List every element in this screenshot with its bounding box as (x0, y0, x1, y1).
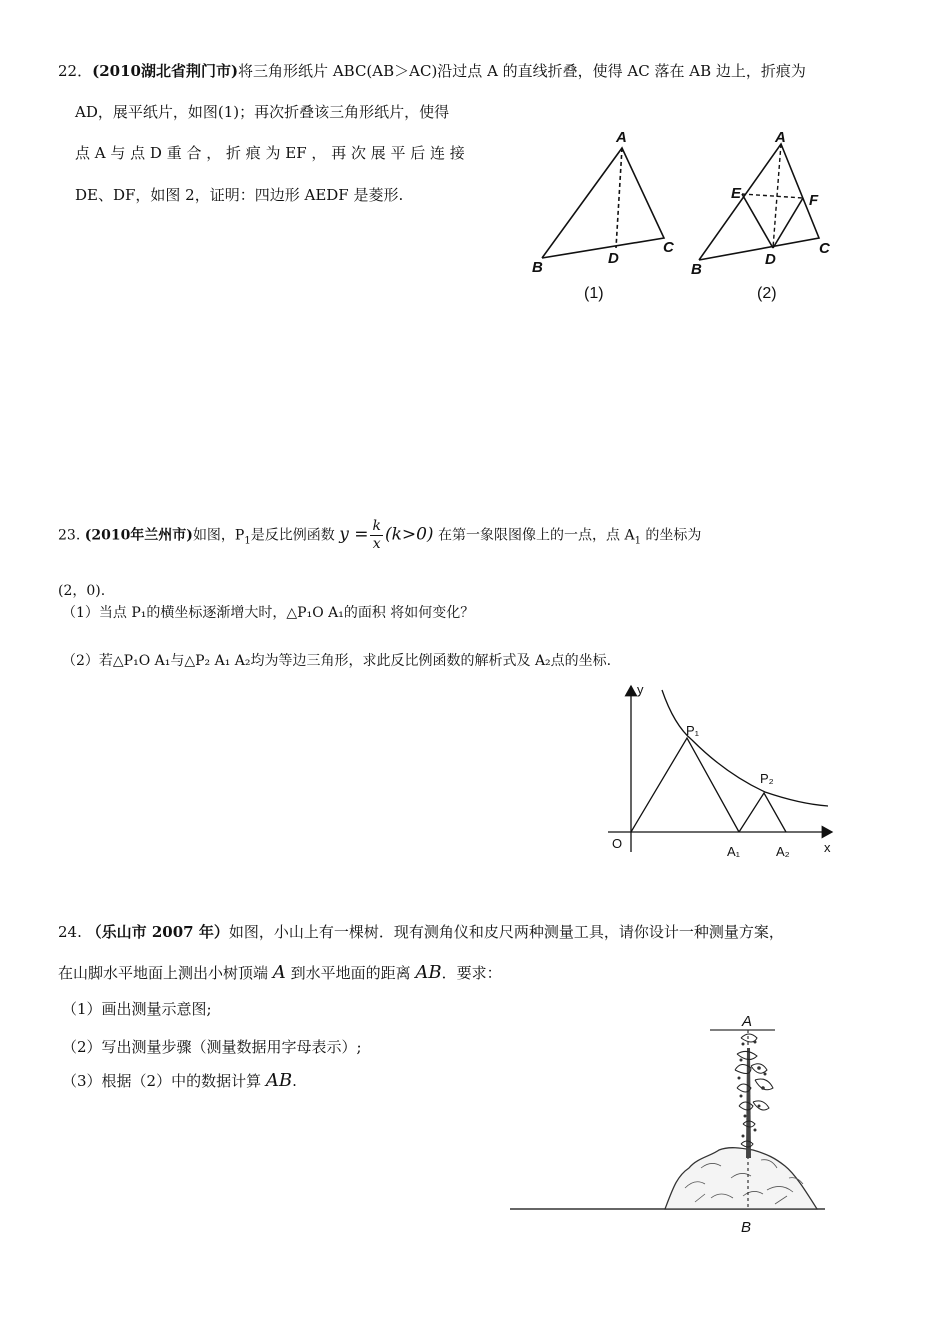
q22-line3: 点 A 与 点 D 重 合 ， 折 痕 为 EF ， 再 次 展 平 后 连 接 (75, 144, 465, 162)
q24-req3a: （3）根据（2）中的数据计算 (62, 1072, 262, 1090)
q23-intro-b: 是反比例函数 (250, 527, 335, 544)
fold-line-ef (742, 194, 803, 198)
q24-point-a: A (272, 962, 286, 983)
q22-figure-2 (685, 120, 845, 310)
q23-source: (2010年兰州市) (84, 527, 193, 544)
q23-coord: (2，0). (58, 583, 106, 599)
label-p1: P₁ (686, 723, 700, 738)
fig1-caption: (1) (584, 285, 604, 302)
label-a2: A₂ (776, 844, 790, 859)
q23-intro-sub: 1 (244, 535, 251, 547)
fig2-label-a: A (775, 129, 786, 146)
segment-de (742, 194, 773, 248)
q24-text2b: 到水平地面的距离 (290, 964, 411, 982)
fig2-label-d: D (765, 251, 776, 268)
q24-mountain-tree-figure (505, 1008, 835, 1238)
label-x-axis: x (824, 840, 831, 855)
q24-text1: 如图，小山上有一棵树．现有测角仪和皮尺两种测量工具，请你设计一种测量方案， (228, 923, 784, 941)
fold-line-ad (616, 148, 622, 248)
q23-part1: （1）当点 P₁的横坐标逐渐增大时，△P₁O A₁的面积 将如何变化？ (62, 605, 475, 621)
label-a1: A₁ (727, 844, 741, 859)
q22-figure-1 (520, 120, 690, 310)
q22-line2: AD，展平纸片，如图(1)；再次折叠该三角形纸片，使得 (75, 103, 450, 121)
triangle-p1-o-a1 (631, 738, 739, 832)
fig1-label-a: A (616, 129, 627, 146)
q24-source: （乐山市 2007 年） (86, 923, 229, 941)
q23-intro-d: 的坐标为 (640, 527, 702, 544)
label-point-b: B (741, 1219, 752, 1236)
q24-req3 (62, 1070, 297, 1091)
q24-req1: （1）画出测量示意图; (62, 1000, 212, 1018)
q24-line1 (58, 921, 784, 942)
hyperbola-curve (662, 690, 828, 806)
formula-fraction (370, 518, 382, 553)
formula-denominator: x (372, 536, 381, 552)
q22-line4: DE、DF，如图 2，证明：四边形 AEDF 是菱形. (75, 186, 404, 204)
q24-req3b: . (292, 1072, 297, 1090)
segment-df (773, 198, 803, 248)
q24-req3-segment: AB (265, 1070, 293, 1091)
q23-intro-sub2: 1 (634, 535, 641, 547)
fig2-label-b: B (691, 261, 702, 278)
q22-text1: 将三角形纸片 ABC(AB＞AC)沿过点 A 的直线折叠，使得 AC 落在 AB 边上，折痕为 (238, 62, 806, 80)
q22-source: (2010湖北省荆门市) (92, 62, 239, 80)
fig1-label-b: B (532, 259, 543, 276)
fig1-label-c: C (663, 239, 674, 256)
label-origin: O (612, 836, 623, 851)
formula-numerator: k (372, 518, 381, 534)
formula-y: y = (339, 524, 369, 545)
q23-line1 (58, 518, 701, 553)
tree-leaves-dots (738, 1041, 767, 1138)
fig2-caption: (2) (757, 285, 777, 302)
fig1-label-d: D (608, 250, 619, 267)
q22-line1 (58, 60, 806, 81)
q23-intro-a: 如图，P (192, 527, 245, 544)
q23-graph (600, 680, 845, 870)
q24-text2a: 在山脚水平地面上测出小树顶端 (58, 964, 269, 982)
fig2-label-f: F (809, 192, 819, 209)
q23-intro-c: 在第一象限图像上的一点，点 A (438, 527, 635, 544)
label-y-axis: y (637, 682, 644, 697)
triangle-p2-a1-a2 (739, 793, 786, 832)
q24-req2: （2）写出测量步骤（测量数据用字母表示）; (62, 1038, 362, 1056)
formula-condition: (k>0) (384, 524, 434, 545)
q24-number: 24. (58, 923, 82, 941)
q23-part2: （2）若△P₁O A₁与△P₂ A₁ A₂均为等边三角形，求此反比例函数的解析式及 A₂点的坐标. (62, 653, 612, 669)
q23-number: 23. (58, 527, 81, 544)
q24-line2 (58, 962, 502, 983)
q24-text2c: ．要求： (441, 964, 502, 982)
triangle-abc-1 (542, 148, 664, 258)
fig2-label-e: E (731, 185, 742, 202)
q22-number: 22． (58, 62, 93, 80)
label-p2: P₂ (760, 771, 774, 786)
label-point-a: A (742, 1013, 753, 1030)
q24-segment-ab: AB (415, 962, 442, 983)
fig2-label-c: C (819, 240, 830, 257)
hill (665, 1148, 817, 1209)
